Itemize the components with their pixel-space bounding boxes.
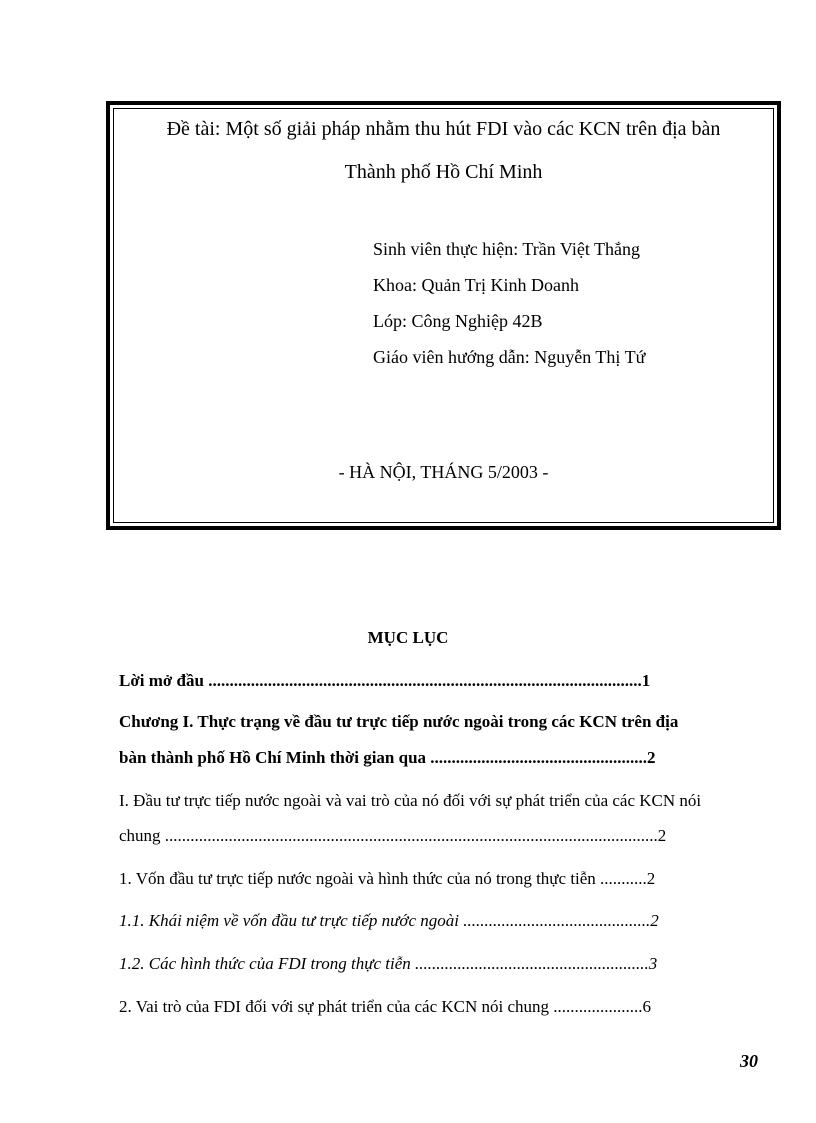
cover-title-line-2: Thành phố Hồ Chí Minh <box>344 161 543 183</box>
cover-title-line-1: Đề tài: Một số giải pháp nhằm thu hút FDI vào các KCN trên địa bàn <box>166 118 721 140</box>
cover-student: Sinh viên thực hiện: Trần Việt Thắng <box>373 239 641 259</box>
toc-entry-chapter1-line1: Chương I. Thực trạng về đầu tư trực tiếp nước ngoài trong các KCN trên địa <box>119 712 679 731</box>
toc-entry-2: 2. Vai trò của FDI đối với sự phát triển của các KCN nói chung .....................6 <box>119 997 652 1016</box>
cover-place-date: - HÀ NỘI, THÁNG 5/2003 - <box>338 462 549 482</box>
toc-entry-1-2: 1.2. Các hình thức của FDI trong thực tiễn .......................................................3 <box>119 954 658 973</box>
toc-entry-1: 1. Vốn đầu tư trực tiếp nước ngoài và hình thức của nó trong thực tiễn ...........2 <box>119 869 656 888</box>
cover-frame <box>106 101 781 530</box>
toc-entry-intro: Lời mở đầu ......................................................................................................1 <box>119 671 651 690</box>
toc-heading: MỤC LỤC <box>367 628 449 647</box>
cover-supervisor: Giáo viên hướng dẫn: Nguyễn Thị Tứ <box>373 347 646 367</box>
cover-class: Lóp: Công Nghiệp 42B <box>373 311 543 331</box>
page-number: 30 <box>740 1051 758 1071</box>
toc-entry-1-1: 1.1. Khái niệm về vốn đầu tư trực tiếp nước ngoài ............................................2 <box>119 911 659 930</box>
toc-entry-chapter1-line2: bàn thành phố Hồ Chí Minh thời gian qua ...................................................2 <box>119 748 656 767</box>
toc-entry-section1-line1: I. Đầu tư trực tiếp nước ngoài và vai trò của nó đối với sự phát triển của các KCN nói <box>119 791 702 810</box>
toc-entry-section1-line2: chung ....................................................................................................................2 <box>119 826 667 845</box>
cover-faculty: Khoa: Quản Trị Kinh Doanh <box>373 275 579 295</box>
